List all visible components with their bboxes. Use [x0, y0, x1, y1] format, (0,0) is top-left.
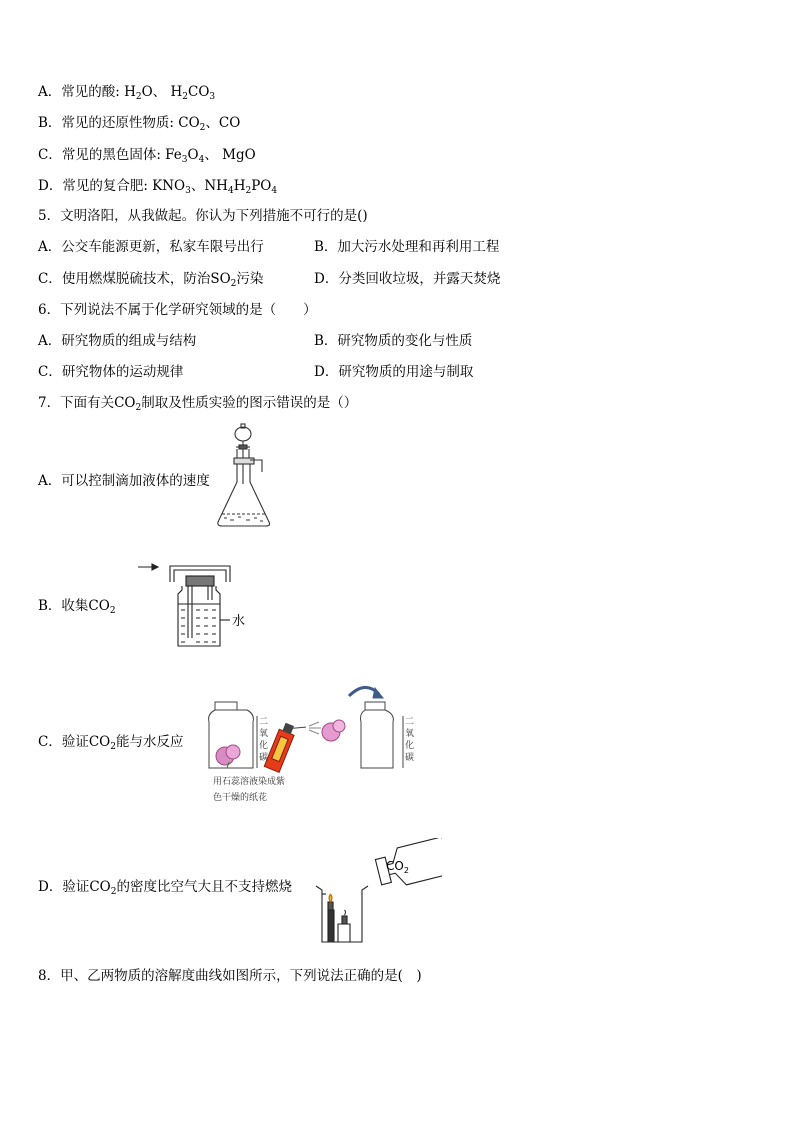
q4-option-a: A．常见的酸: $H_2O$、 $H_2CO_3$	[38, 84, 216, 102]
q6-option-c: C．研究物体的运动规律	[38, 364, 184, 380]
svg-text:碳: 碳	[259, 753, 269, 763]
q7-option-a: A．可以控制滴加液体的速度	[38, 473, 210, 489]
q7-option-c: C．验证$CO_2$能与水反应	[38, 734, 184, 752]
q7-stem: 7．下面有关$CO_2$制取及性质实验的图示错误的是（）	[38, 395, 358, 413]
flask-funnel-figure	[212, 422, 278, 534]
svg-text:氧: 氧	[259, 729, 269, 739]
svg-text:二: 二	[259, 717, 269, 727]
q6-option-b: B．研究物质的变化与性质	[314, 333, 473, 349]
q4-option-d: D．常见的复合肥: $KNO_3$、$NH_4H_2PO_4$	[38, 178, 278, 196]
q8-stem: 8．甲、乙两物质的溶解度曲线如图所示，下列说法正确的是( )	[38, 968, 422, 984]
q7-option-b: B．收集$CO_2$	[38, 598, 116, 616]
q5-option-d: D．分类回收垃圾，并露天焚烧	[314, 271, 501, 287]
svg-text:化: 化	[405, 741, 415, 751]
q6-stem: 6．下列说法不属于化学研究领域的是（ ）	[38, 302, 317, 318]
q6-option-a: A．研究物质的组成与结构	[38, 333, 197, 349]
q5-stem: 5．文明洛阳，从我做起。你认为下列措施不可行的是()	[38, 208, 368, 224]
flower-caption-2: 色干燥的纸花	[213, 793, 268, 803]
co2-jar-label: $CO_2$	[386, 859, 409, 875]
q4-option-b: B．常见的还原性物质: $CO_2$、CO	[38, 115, 241, 133]
flower-caption-1: 用石蕊溶液染成紫	[213, 777, 286, 787]
water-label: 水	[232, 614, 246, 629]
q4-option-c: C．常见的黑色固体: $Fe_3O_4$、 MgO	[38, 147, 256, 165]
svg-text:碳: 碳	[405, 753, 415, 763]
q6-option-d: D．研究物质的用途与制取	[314, 364, 474, 380]
svg-text:化: 化	[259, 741, 269, 751]
co2-candle-figure	[312, 838, 442, 948]
svg-text:二: 二	[405, 717, 415, 727]
q5-option-b: B．加大污水处理和再利用工程	[314, 239, 500, 255]
svg-text:氧: 氧	[405, 729, 415, 739]
q5-option-a: A．公交车能源更新，私家车限号出行	[38, 239, 264, 255]
q7-option-d: D．验证$CO_2$的密度比空气大且不支持燃烧	[38, 879, 292, 897]
co2-water-figure	[205, 676, 421, 806]
q5-option-c: C．使用燃煤脱硫技术，防治$SO_2$污染	[38, 271, 264, 289]
gas-bottle-figure	[136, 558, 256, 652]
